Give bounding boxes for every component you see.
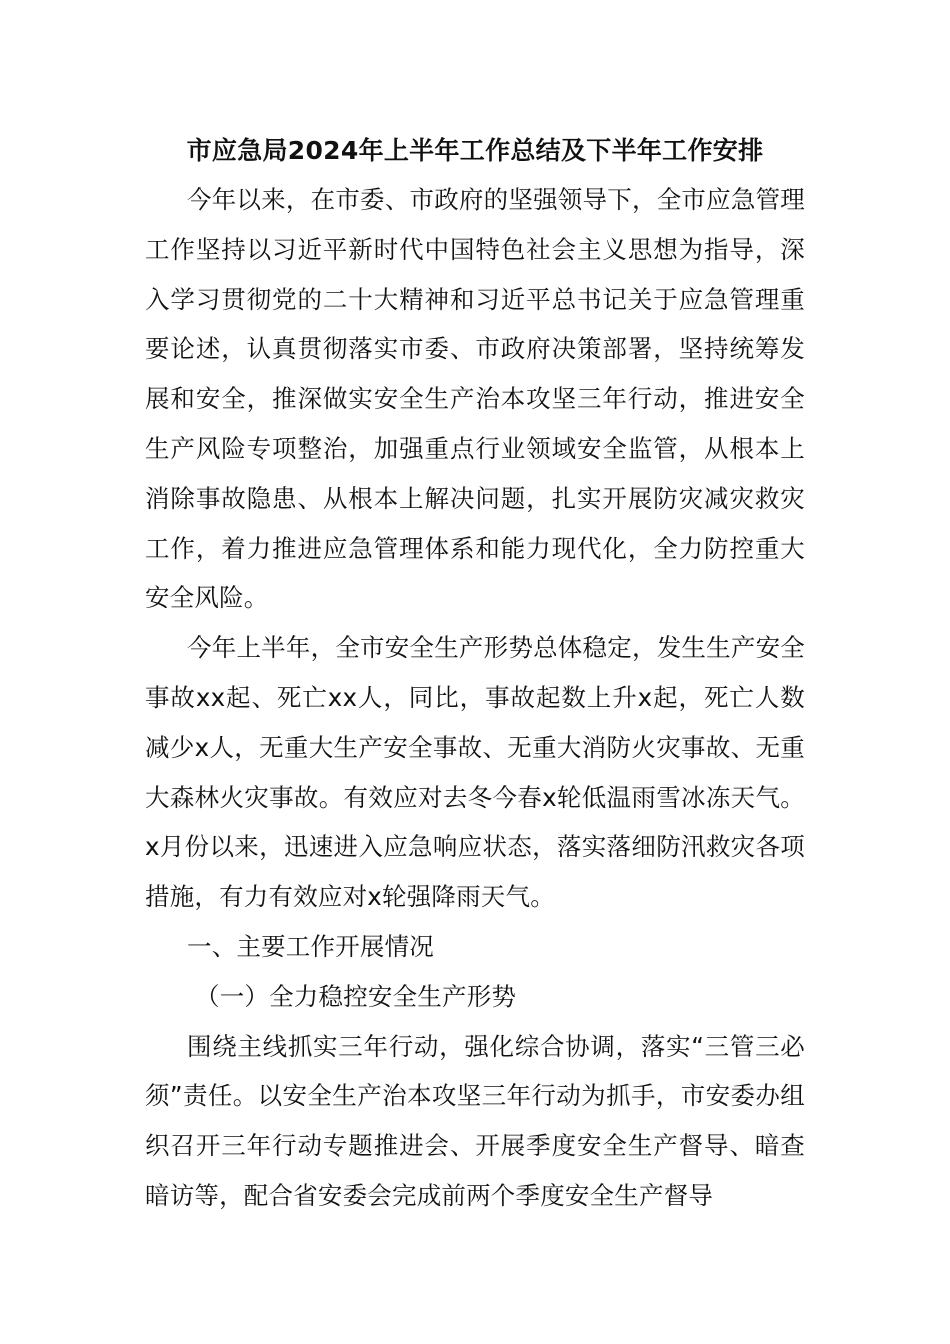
document-title: 市应急局2024年上半年工作总结及下半年工作安排 — [186, 136, 764, 165]
section-heading: 一、主要工作开展情况 — [187, 931, 434, 961]
paragraph-summary: 今年上半年，全市安全生产形势总体稳定，发生生产安全事故xx起、死亡xx人，同比，事故起数上升x起，死亡人数减少x人，无重大生产安全事故、无重大消防火灾事故、无重大森林火灾事故。有效应对去冬今春x轮低温雨雪冰冻天气。x月份以来，迅速进入应急响应状态，落实落细防汛救灾各项措施，有力有效应对x轮强降雨天气。 — [145, 633, 805, 912]
document-body — [145, 175, 805, 1221]
paragraph-three-year-action: 围绕主线抓实三年行动，强化综合协调，落实“三管三必须”责任。以安全生产治本攻坚三年行动为抓手，市安委办组织召开三年行动专题推进会、开展季度安全生产督导、暗查暗访等，配合省安委会完成前两个季度安全生产督导 — [145, 1031, 805, 1210]
paragraph-intro: 今年以来，在市委、市政府的坚强领导下，全市应急管理工作坚持以习近平新时代中国特色社会主义思想为指导，深入学习贯彻党的二十大精神和习近平总书记关于应急管理重要论述，认真贯彻落实市委、市政府决策部署，坚持统筹发展和安全，推深做实安全生产治本攻坚三年行动，推进安全生产风险专项整治，加强重点行业领域安全监管，从根本上消除事故隐患、从根本上解决问题，扎实开展防灾减灾救灾工作，着力推进应急管理体系和能力现代化，全力防控重大安全风险。 — [145, 185, 805, 613]
subsection-heading: （一）全力稳控安全生产形势 — [195, 981, 517, 1011]
